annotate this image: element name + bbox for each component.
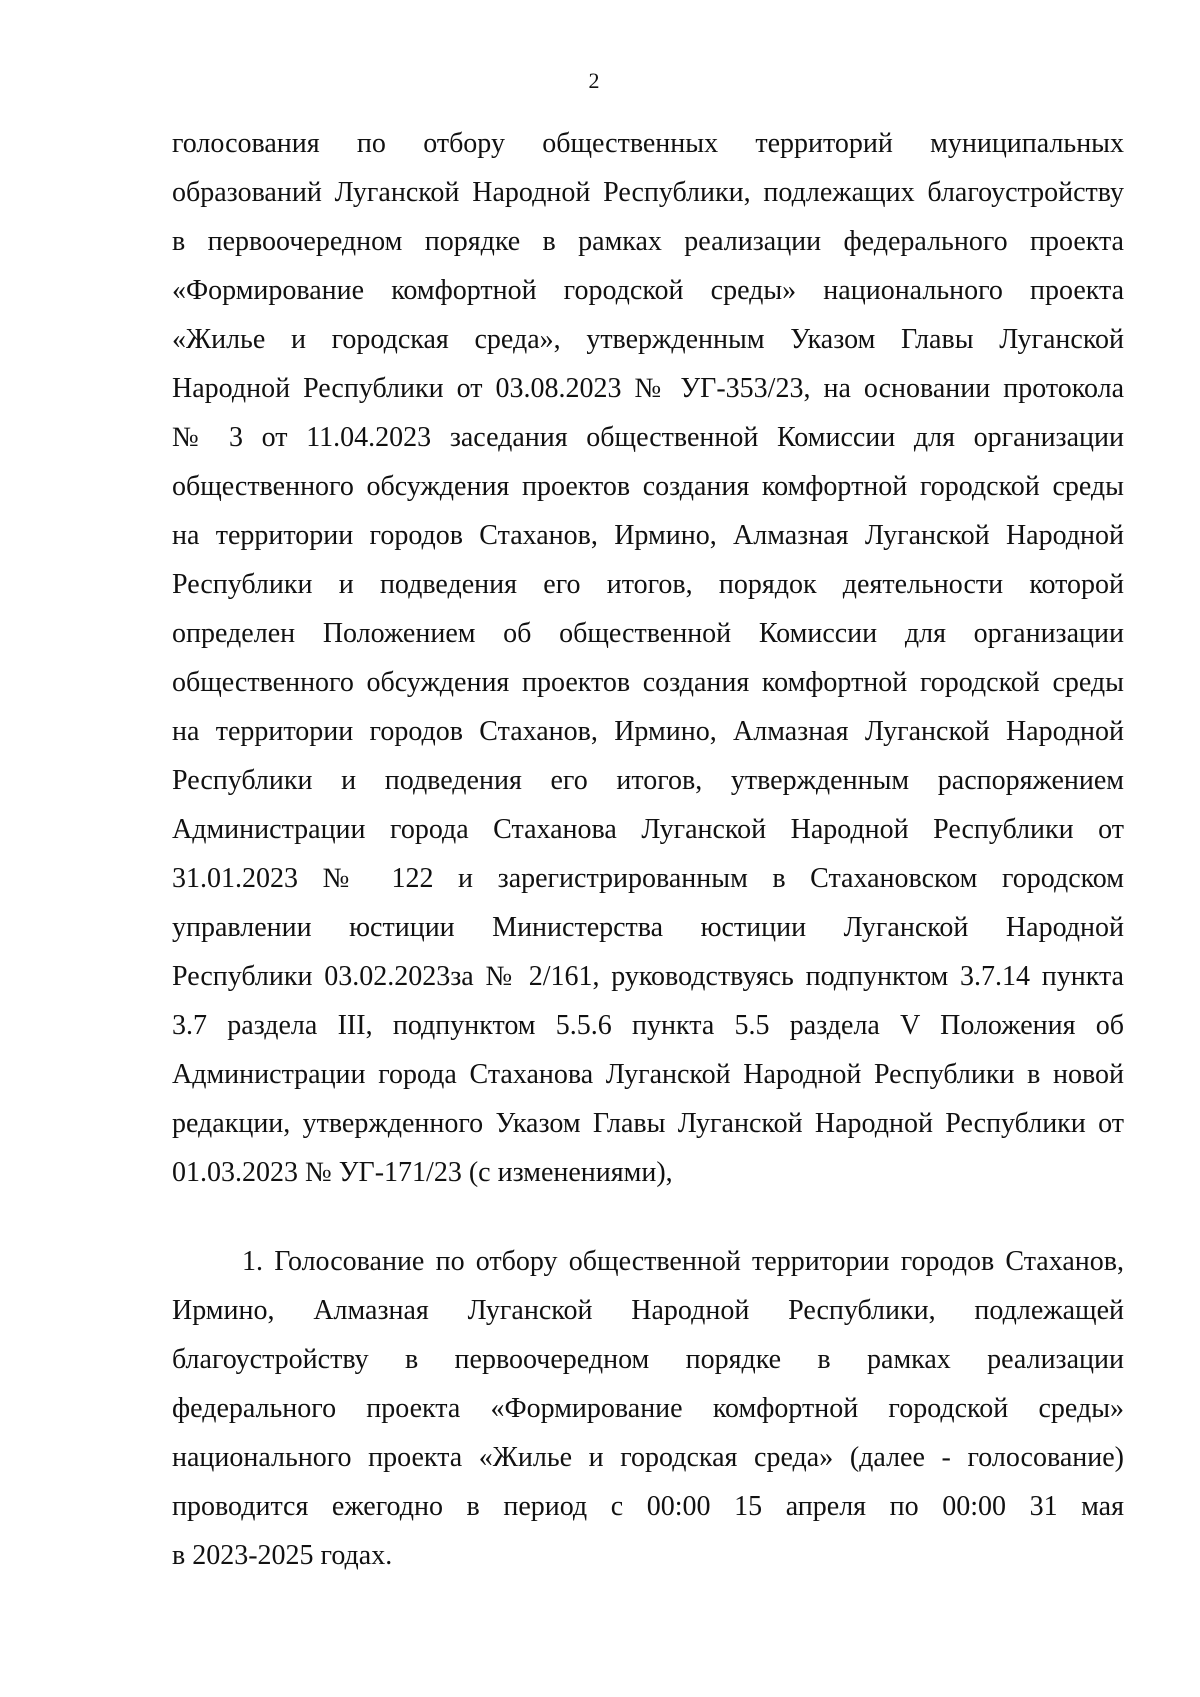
- text-line: на территории городов Стаханов, Ирмино, Алмазная Луганской Народной: [172, 520, 1124, 551]
- text-line: «Жилье и городская среда», утвержденным Указом Главы Луганской: [172, 324, 1124, 355]
- text-line: Ирмино, Алмазная Луганской Народной Республики, подлежащей: [172, 1295, 1124, 1326]
- text-line: голосования по отбору общественных территорий муниципальных: [172, 128, 1124, 159]
- text-line: федерального проекта «Формирование комфортной городской среды»: [172, 1393, 1124, 1424]
- text-line: определен Положением об общественной Комиссии для организации: [172, 618, 1124, 649]
- text-line: 31.01.2023 № 122 и зарегистрированным в Стахановском городском: [172, 863, 1124, 894]
- text-line: Администрации города Стаханова Луганской Народной Республики от: [172, 814, 1124, 845]
- text-line: на территории городов Стаханов, Ирмино, Алмазная Луганской Народной: [172, 716, 1124, 747]
- text-line: национального проекта «Жилье и городская среда» (далее - голосование): [172, 1442, 1124, 1473]
- text-line: Республики и подведения его итогов, порядок деятельности которой: [172, 569, 1124, 600]
- text-line: управлении юстиции Министерства юстиции Луганской Народной: [172, 912, 1124, 943]
- clause-1-paragraph: [172, 1237, 1124, 1580]
- text-line: общественного обсуждения проектов создания комфортной городской среды: [172, 471, 1124, 502]
- text-line: 3.7 раздела III, подпунктом 5.5.6 пункта 5.5 раздела V Положения об: [172, 1010, 1124, 1041]
- text-line: образований Луганской Народной Республики, подлежащих благоустройству: [172, 177, 1124, 208]
- text-line: в 2023-2025 годах.: [172, 1540, 393, 1571]
- text-line: редакции, утвержденного Указом Главы Луганской Народной Республики от: [172, 1108, 1124, 1139]
- text-line: Народной Республики от 03.08.2023 № УГ-353/23, на основании протокола: [172, 373, 1124, 404]
- text-line: Республики 03.02.2023за № 2/161, руководствуясь подпунктом 3.7.14 пункта: [172, 961, 1124, 992]
- text-line: «Формирование комфортной городской среды» национального проекта: [172, 275, 1124, 306]
- text-line: 1. Голосование по отбору общественной территории городов Стаханов,: [242, 1246, 1124, 1277]
- text-line: в первоочередном порядке в рамках реализации федерального проекта: [172, 226, 1124, 257]
- text-line: № 3 от 11.04.2023 заседания общественной Комиссии для организации: [172, 422, 1124, 453]
- text-line: общественного обсуждения проектов создания комфортной городской среды: [172, 667, 1124, 698]
- preamble-paragraph: [172, 119, 1124, 1197]
- text-line: проводится ежегодно в период с 00:00 15 апреля по 00:00 31 мая: [172, 1491, 1124, 1522]
- text-line: Администрации города Стаханова Луганской Народной Республики в новой: [172, 1059, 1124, 1090]
- text-line: благоустройству в первоочередном порядке в рамках реализации: [172, 1344, 1124, 1375]
- text-line: 01.03.2023 № УГ-171/23 (с изменениями),: [172, 1157, 673, 1188]
- page-number: 2: [588, 68, 600, 93]
- text-line: Республики и подведения его итогов, утвержденным распоряжением: [172, 765, 1124, 796]
